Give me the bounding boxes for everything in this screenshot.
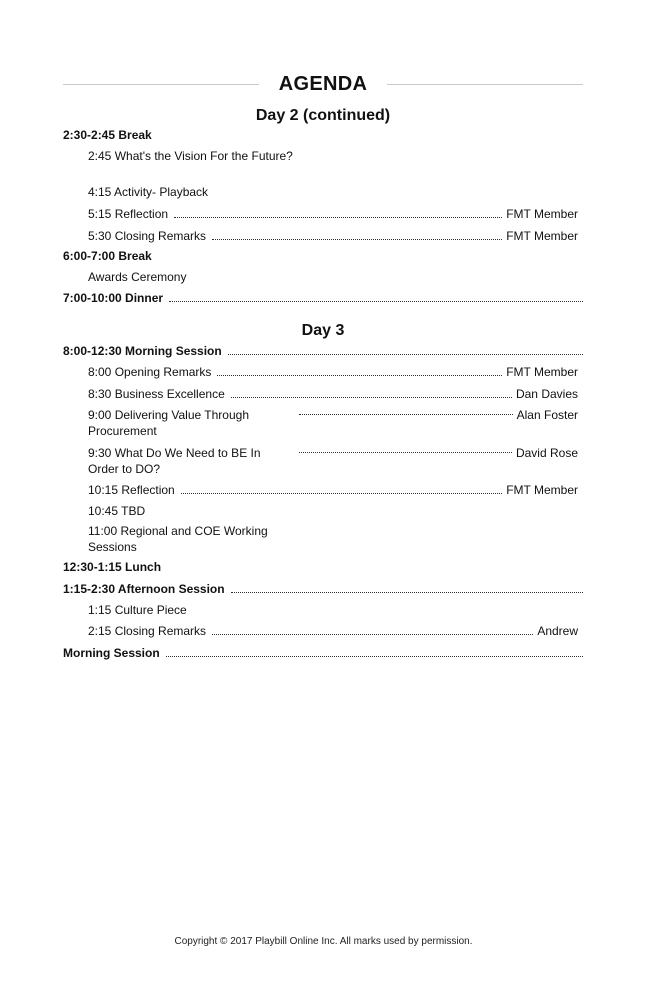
agenda-item [63,645,583,661]
agenda-item [63,343,583,359]
agenda-item-label: 8:00 Opening Remarks [88,365,212,379]
agenda-item-label: 5:30 Closing Remarks [88,229,207,243]
agenda-item-presenter: Alan Foster [516,408,578,422]
agenda-item-label: 4:15 Activity- Playback [88,185,209,199]
agenda-item-label: 2:15 Closing Remarks [88,624,207,638]
agenda-item-label: 2:45 What's the Vision For the Future? [88,149,293,163]
agenda-item [88,206,578,222]
day2-heading: Day 2 (continued) [255,107,391,124]
title-rule-left [63,84,259,85]
agenda-item [88,269,578,285]
agenda-item-label: 5:15 Reflection [88,207,169,221]
dotted-leader [174,217,502,218]
agenda-item [63,581,583,597]
agenda-item-label: 6:00-7:00 Break [63,249,152,263]
agenda-item-presenter: Andrew [537,624,578,638]
agenda-title-row [63,70,583,98]
agenda-item [63,559,583,575]
agenda-item [88,386,578,402]
agenda-item-label: 1:15 Culture Piece [88,603,187,617]
agenda-item [88,407,578,439]
dotted-leader [166,656,583,657]
agenda-item-label: 7:00-10:00 Dinner [63,291,164,305]
agenda-item [63,248,583,264]
agenda-item [88,482,578,498]
agenda-item [88,228,578,244]
title-rule-right [387,84,583,85]
agenda-item-label: Awards Ceremony [88,270,187,284]
agenda-item-label: 8:30 Business Excellence [88,387,225,401]
agenda-item-label: 9:30 What Do We Need to BE In Order to DO? [88,446,261,476]
agenda-item [63,290,583,306]
agenda-item-label: 11:00 Regional and COE Working Sessions [88,524,268,554]
agenda-item [88,623,578,639]
agenda-item [88,364,578,380]
dotted-leader [231,397,512,398]
dotted-leader [217,375,502,376]
dotted-leader [212,239,502,240]
agenda-item-presenter: David Rose [515,446,578,460]
agenda-item-label: 10:45 TBD [88,504,146,518]
dotted-leader [299,452,512,453]
copyright-footer: Copyright © 2017 Playbill Online Inc. All marks used by permission. [174,936,473,947]
agenda-item-label: 9:00 Delivering Value Through Procurement [88,408,249,438]
agenda-item [88,503,578,519]
agenda-item-presenter: FMT Member [506,365,578,379]
dotted-leader [181,493,502,494]
dotted-leader [231,592,583,593]
page-title: AGENDA [278,72,368,95]
dotted-leader [299,414,513,415]
agenda-item [88,523,578,555]
agenda-item [88,445,578,477]
agenda-item [88,184,578,200]
agenda-item [63,127,583,143]
agenda-item-label: 8:00-12:30 Morning Session [63,344,222,358]
agenda-item-label: 2:30-2:45 Break [63,128,152,142]
dotted-leader [228,354,583,355]
agenda-item-presenter: Dan Davies [515,387,578,401]
agenda-item-presenter: FMT Member [506,483,578,497]
agenda-item-label: 10:15 Reflection [88,483,175,497]
day3-heading: Day 3 [301,322,345,339]
agenda-item-presenter: FMT Member [506,229,578,243]
dotted-leader [169,301,583,302]
dotted-leader [212,634,533,635]
agenda-item-label: 1:15-2:30 Afternoon Session [63,582,225,596]
agenda-item [88,602,578,618]
agenda-item [88,148,578,164]
agenda-item-presenter: FMT Member [506,207,578,221]
agenda-item-label: Morning Session [63,646,160,660]
agenda-item-label: 12:30-1:15 Lunch [63,560,162,574]
